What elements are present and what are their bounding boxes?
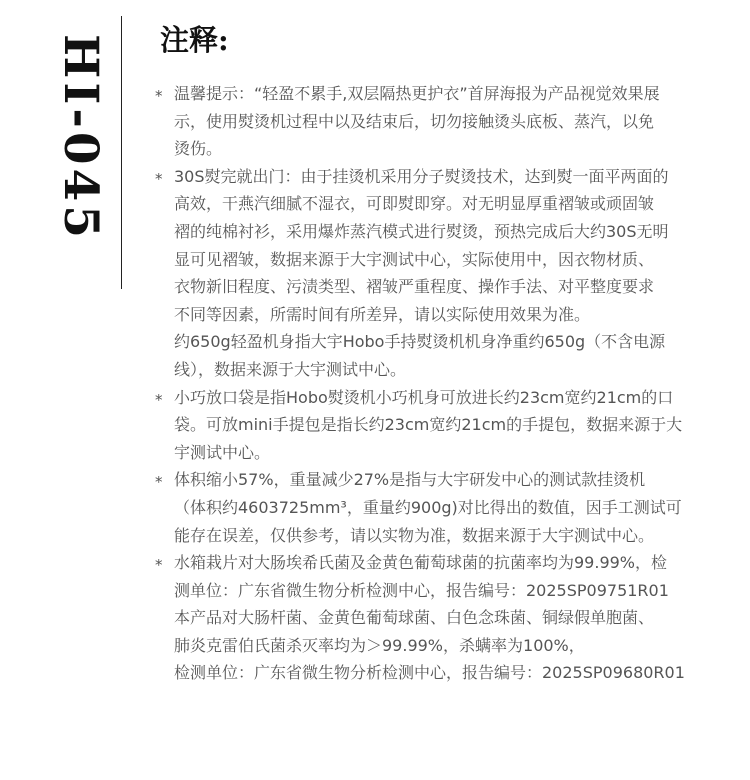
bullet-asterisk: * — [155, 169, 163, 188]
note-line: 温馨提示：“轻盈不累手,双层隔热更护衣”首屏海报为产品视觉效果展 — [174, 84, 660, 103]
note-item — [155, 80, 700, 163]
bullet-asterisk: * — [155, 473, 163, 492]
note-line: 不同等因素，所需时间有所差异，请以实际使用效果为准。 — [174, 304, 591, 324]
vertical-divider — [121, 16, 122, 289]
note-line: 衣物新旧程度、污渍类型、褶皱严重程度、操作手法、对平整度要求 — [174, 277, 655, 297]
note-line: 30S熨完就出门：由于挂烫机采用分子熨烫技术，达到熨一面平两面的 — [174, 166, 669, 186]
note-line: 约650g轻盈机身指大宇Hobo手持熨烫机机身净重约650g（不含电源 — [174, 332, 666, 352]
bullet-asterisk: * — [155, 556, 163, 575]
note-line: 高效，干燕汽细腻不湿衣，可即熨即穿。对无明显厚重褶皱或顽固皱 — [174, 194, 655, 214]
note-line: 褶的纯棉衬衫，采用爆炸蒸汽模式进行熨烫，预热完成后大约30S无明 — [174, 221, 669, 241]
note-line: 测单位：广东省微生物分析检测中心，报告编号：2025SP09751R01 — [174, 580, 669, 600]
note-item — [155, 549, 700, 687]
note-line: 体积缩小57%，重量减少27%是指与大宇研发中心的测试款挂烫机 — [174, 470, 646, 490]
note-item — [155, 466, 700, 549]
note-item — [155, 328, 700, 383]
model-code-vertical: HI-045 — [53, 34, 108, 243]
bullet-asterisk: * — [155, 390, 163, 409]
note-line: 烫伤。 — [174, 139, 223, 159]
note-item — [155, 163, 700, 329]
note-line: 检测单位：广东省微生物分析检测中心，报告编号：2025SP09680R01 — [174, 663, 685, 683]
note-line: 能存在误差，仅供参考，请以实物为准，数据来源于大宇测试中心。 — [174, 525, 655, 545]
notes-list — [155, 80, 700, 687]
note-line: 宇测试中心。 — [174, 442, 271, 462]
note-line: （体积约4603725mm³，重量约900g)对比得出的数值，因手工测试可 — [174, 497, 682, 517]
bullet-asterisk: * — [155, 87, 163, 105]
note-line: 小巧放口袋是指Hobo熨烫机小巧机身可放进长约23cm宽约21cm的口 — [174, 387, 674, 407]
note-line: 示，使用熨烫机过程中以及结束后，切勿接触烫头底板、蒸汽，以免 — [174, 111, 655, 131]
note-item — [155, 384, 700, 467]
notes-title: 注释: — [160, 23, 229, 57]
note-line: 肺炎克雷伯氏菌杀灭率均为＞99.99%，杀螨率为100%， — [174, 635, 585, 655]
note-line: 显可见褶皱，数据来源于大宇测试中心，实际使用中，因衣物材质、 — [174, 249, 655, 269]
note-line: 袋。可放mini手提包是指长约23cm宽约21cm的手提包，数据来源于大 — [174, 415, 683, 435]
note-line: 线），数据来源于大宇测试中心。 — [174, 359, 407, 379]
note-line: 本产品对大肠杆菌、金黄色葡萄球菌、白色念珠菌、铜绿假单胞菌、 — [174, 608, 655, 628]
note-line: 水箱栽片对大肠埃希氏菌及金黄色葡萄球菌的抗菌率均为99.99%，检 — [174, 553, 668, 573]
